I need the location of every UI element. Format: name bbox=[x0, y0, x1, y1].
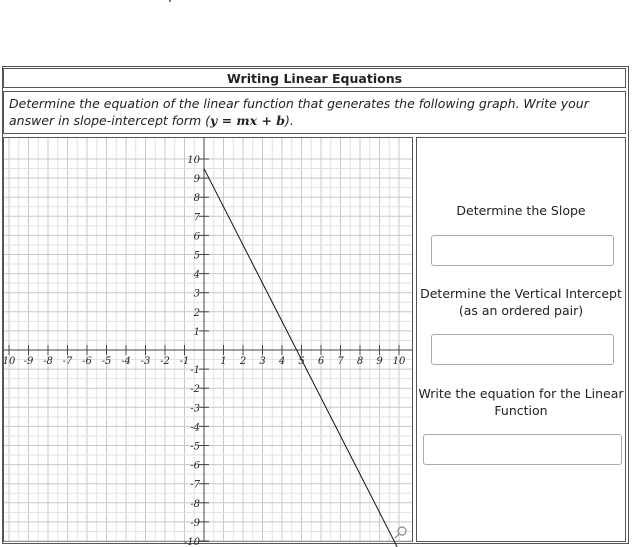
x-tick-label: -6 bbox=[82, 356, 92, 367]
y-tick-label: 6 bbox=[193, 231, 200, 243]
x-tick-label: 7 bbox=[337, 356, 344, 367]
y-tick-label: 2 bbox=[193, 307, 200, 319]
y-tick-label: 7 bbox=[193, 212, 200, 224]
y-tick-label: -1 bbox=[190, 365, 200, 377]
y-tick-label: 8 bbox=[193, 193, 200, 205]
x-tick-label: -5 bbox=[101, 356, 112, 367]
page-title: Writing Linear Equations bbox=[3, 68, 626, 88]
question-prompt bbox=[3, 91, 626, 134]
y-tick-label: 1 bbox=[193, 326, 200, 338]
x-tick-label: -1 bbox=[179, 356, 190, 367]
y-tick-label: -2 bbox=[190, 384, 200, 396]
y-tick-label: -6 bbox=[190, 460, 200, 472]
x-tick-label: 9 bbox=[376, 356, 383, 367]
x-tick-label: -9 bbox=[23, 356, 34, 367]
x-tick-label: -3 bbox=[140, 356, 151, 367]
x-tick-label: 10 bbox=[392, 356, 406, 367]
intercept-label: Determine the Vertical Intercept (as an ordered pair) bbox=[420, 286, 622, 318]
zoom-icon-handle bbox=[395, 534, 399, 538]
equation-label: Write the equation for the Linear Function bbox=[418, 386, 624, 418]
x-tick-label: 2 bbox=[239, 356, 247, 367]
y-tick-label: 10 bbox=[187, 155, 200, 166]
question-text: Determine the equation of the linear function that generates the following graph. Write your answer in slope-intercept form ( bbox=[9, 96, 589, 128]
graph-cell bbox=[2, 137, 413, 547]
y-tick-label: -4 bbox=[190, 422, 200, 434]
y-tick-label: -3 bbox=[190, 403, 200, 415]
slope-input[interactable] bbox=[431, 235, 614, 266]
coordinate-graph bbox=[2, 138, 412, 547]
formula: y = mx + b bbox=[209, 113, 286, 128]
slope-label: Determine the Slope bbox=[456, 203, 586, 218]
y-tick-label: 5 bbox=[193, 250, 200, 262]
x-tick-label: -4 bbox=[121, 356, 131, 367]
x-tick-label: 4 bbox=[278, 356, 286, 367]
x-tick-label: 1 bbox=[220, 356, 227, 367]
y-tick-label: -7 bbox=[190, 479, 200, 491]
equation-input[interactable] bbox=[423, 434, 622, 465]
intercept-input[interactable] bbox=[431, 334, 614, 365]
x-tick-label: 5 bbox=[298, 356, 305, 367]
x-tick-label: 6 bbox=[317, 356, 325, 367]
y-tick-label: -5 bbox=[190, 441, 200, 453]
x-tick-label: 3 bbox=[259, 356, 266, 367]
answer-panel bbox=[416, 137, 626, 542]
y-tick-label: -8 bbox=[190, 498, 200, 510]
y-tick-label: -10 bbox=[183, 537, 200, 547]
x-tick-label: -8 bbox=[43, 356, 53, 367]
y-tick-label: 9 bbox=[193, 174, 200, 186]
y-tick-label: -9 bbox=[190, 517, 200, 529]
x-tick-label: 10 bbox=[2, 356, 16, 367]
decorative-dot bbox=[169, 0, 171, 2]
x-tick-label: 8 bbox=[356, 356, 364, 367]
y-tick-label: 4 bbox=[193, 269, 200, 281]
x-tick-label: -7 bbox=[62, 356, 73, 367]
y-tick-label: 3 bbox=[193, 288, 200, 300]
x-tick-label: -2 bbox=[160, 356, 170, 367]
question-suffix: ). bbox=[285, 113, 294, 128]
